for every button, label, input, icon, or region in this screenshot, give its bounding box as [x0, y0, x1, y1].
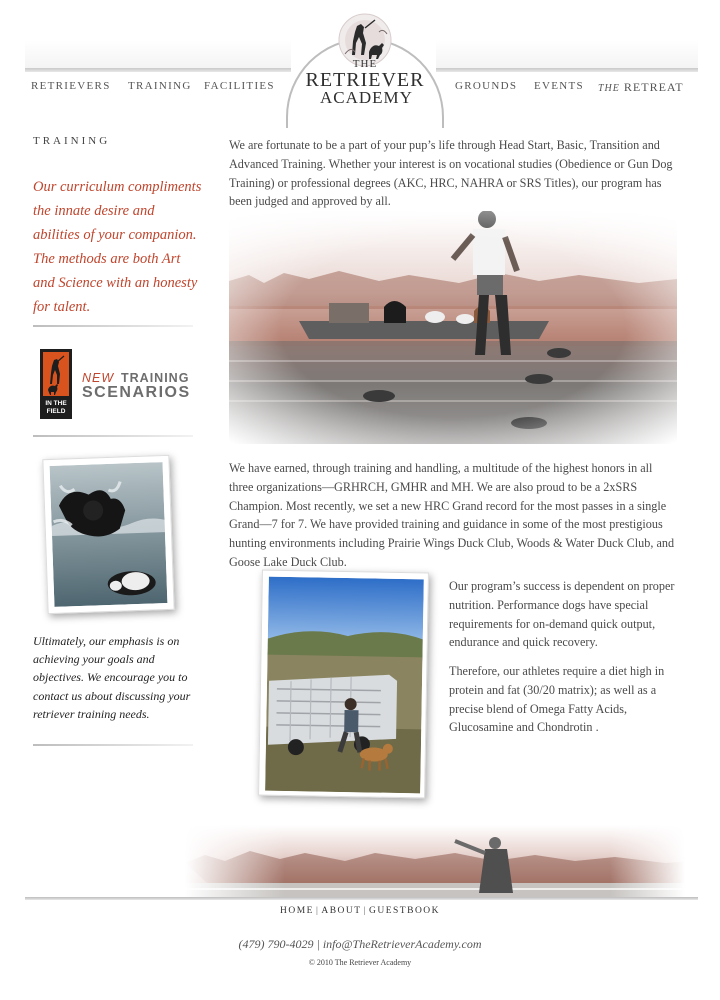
badge-caption: IN THE FIELD: [45, 400, 67, 415]
header-shade-left: [25, 40, 291, 70]
sidebar-divider: [33, 325, 193, 327]
footer-separator: |: [315, 906, 320, 916]
footer-link-home[interactable]: HOME: [279, 906, 314, 916]
section-title: TRAINING: [33, 135, 111, 147]
header-shade-right: [436, 40, 698, 70]
in-the-field-badge: [40, 349, 72, 419]
footer-link-guestbook[interactable]: GUESTBOOK: [369, 906, 441, 916]
nav-facilities[interactable]: FACILITIES: [204, 80, 275, 92]
header-rule-left: [25, 68, 291, 72]
header-rule-right: [436, 68, 698, 72]
footer-hunter-photo: [185, 825, 685, 899]
footer-email-link[interactable]: info@TheRetrieverAcademy.com: [322, 937, 482, 951]
scenarios-new-label: NEW: [82, 371, 115, 385]
nav-retreat-word: RETREAT: [623, 80, 684, 94]
footer-link-about[interactable]: ABOUT: [321, 906, 362, 916]
diet-paragraph: Therefore, our athletes require a diet high in protein and fat (30/20 matrix); as well as a precise blend of Omega Fatty Acids, Glucosamine and Chondrotin .: [449, 664, 665, 735]
dog-splash-photo: [42, 455, 174, 614]
sidebar-quote: Our curriculum compliments the innate desire and abilities of your companion. The methods are both Art and Science with an honesty for talent.: [33, 179, 202, 315]
intro-paragraph: We are fortunate to be a part of your pup’s life through Head Start, Basic, Transition and Advanced Training. Whether your interest is on vocational studies (Obedience or Gun Dog Training) or professional degrees (AKC, HRC, NAHRA or SRS Titles), our program has been judged and approved by all.: [229, 138, 673, 209]
nav-the-retreat[interactable]: [598, 80, 684, 95]
logo-the-text: THE: [352, 58, 378, 70]
footer-contact-separator: |: [316, 937, 320, 951]
footer-marsh-image: [185, 825, 685, 899]
sidebar-divider: [33, 744, 193, 746]
nutrition-paragraph: Our program’s success is dependent on proper nutrition. Performance dogs have special requirements for on-demand quick output, endurance and quick recovery.: [449, 579, 675, 650]
dog-splash-image: [50, 462, 168, 607]
sidebar-divider: [33, 435, 193, 437]
nav-retrievers[interactable]: RETRIEVERS: [31, 80, 111, 92]
footer-rule: [25, 897, 698, 900]
footer-phone: (479) 790-4029: [238, 937, 314, 951]
scenarios-training-label: TRAINING: [121, 371, 190, 385]
trainer-marsh-image: [229, 211, 677, 444]
nav-training[interactable]: TRAINING: [128, 80, 192, 92]
footer-nav: [0, 906, 720, 916]
hero-trainer-photo: [229, 211, 677, 444]
footer-separator: |: [363, 906, 367, 916]
nav-grounds[interactable]: GROUNDS: [455, 80, 518, 92]
badge-orange-panel: [43, 352, 69, 396]
hunter-silhouette-icon: [43, 352, 69, 396]
nav-retreat-prefix: THE: [598, 83, 620, 94]
scenarios-label: SCENARIOS: [82, 384, 191, 401]
nav-events[interactable]: EVENTS: [534, 80, 584, 92]
footer-copyright: © 2010 The Retriever Academy: [308, 958, 412, 967]
trailer-dog-image: [265, 577, 424, 794]
logo-academy-text: ACADEMY: [320, 88, 413, 107]
honors-paragraph: We have earned, through training and handling, a multitude of the highest honors in all three organizations—GRHRCH, GMHR and MH. We are also proud to be a 2xSRS Champion. Most recently, we set a new HRC Grand record for the most passes in a single Grand—7 for 7. We have provided training and guidance in some of the most prestigious hunting environments including Prairie Wings Duck Club, Woods & Water Duck Club, and Goose Lake Duck Club.: [229, 461, 675, 569]
logo-retriever-text: RETRIEVER: [305, 69, 425, 91]
footer-contact: [0, 937, 720, 952]
trailer-dog-photo: [258, 570, 429, 799]
sidebar-emphasis-text: Ultimately, our emphasis is on achieving your goals and objectives. We encourage you to contact us about discussing your retriever training needs.: [33, 634, 191, 721]
